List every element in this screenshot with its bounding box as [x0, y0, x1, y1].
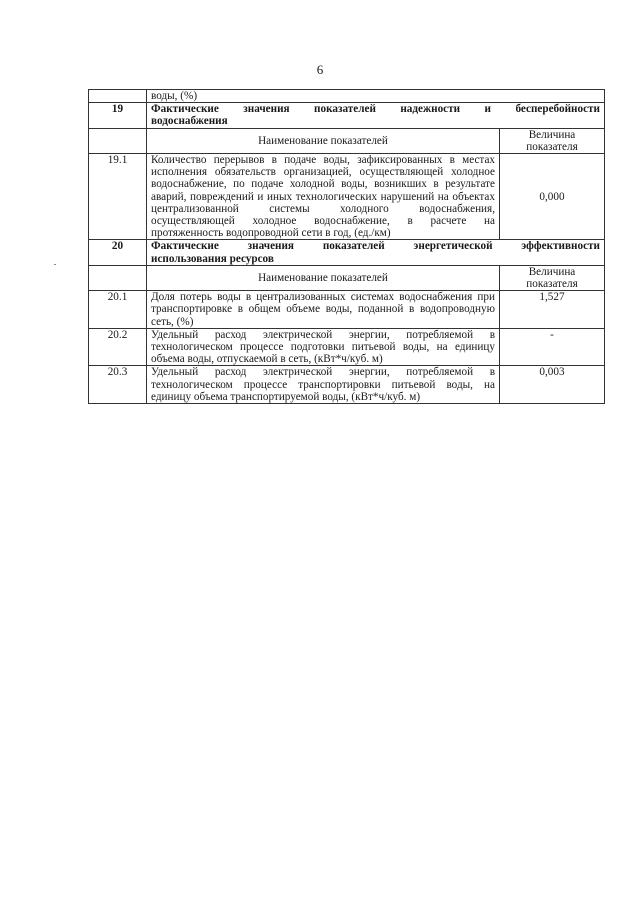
indicator-value: -: [500, 328, 605, 366]
indicator-name: Доля потерь воды в централизованных системах водоснабжения при транспортировке в общем объеме воды, поданной в водопроводную сеть, (%): [147, 291, 500, 329]
section-title-line2: использования ресурсов: [151, 252, 274, 265]
section-number: 20: [89, 240, 147, 265]
indicator-row: [89, 328, 605, 366]
indicator-value: 0,000: [500, 154, 605, 240]
section-title-line1: Фактические значения показателей надежности и бесперебойности: [151, 103, 600, 116]
column-header-row: [89, 128, 605, 153]
indicators-table: [88, 89, 605, 404]
section-title-line1: Фактические значения показателей энергетической эффективности: [151, 240, 600, 253]
section-title: [147, 240, 605, 265]
indicator-value: 1,527: [500, 291, 605, 329]
column-header-row: [89, 265, 605, 290]
header-name: Наименование показателей: [147, 265, 500, 290]
continuation-text: воды, (%): [147, 90, 605, 103]
header-value: Величина показателя: [500, 128, 605, 153]
indicator-name: Количество перерывов в подаче воды, зафиксированных в местах исполнения обязательств организацией, осуществляющей холодное водоснабжение, по подаче холодной воды, возникших в результате аварий, повреждений и иных технологических нарушений на объектах централизованной системы холодного водоснабжения, осуществляющей холодное водоснабжение, в расчете на протяженность водопроводной сети в год, (ед./км): [147, 154, 500, 240]
indicator-row: [89, 154, 605, 240]
continuation-number-cell: [89, 90, 147, 103]
section-title-row: [89, 103, 605, 128]
section-title-row: [89, 240, 605, 265]
continuation-row: [89, 90, 605, 103]
header-empty-cell: [89, 265, 147, 290]
indicator-row: [89, 291, 605, 329]
section-title-line2: водоснабжения: [151, 115, 228, 128]
indicator-number: 19.1: [89, 154, 147, 240]
indicator-name: Удельный расход электрической энергии, потребляемой в технологическом процессе транспортировки питьевой воды, на единицу объема транспортируемой воды, (кВт*ч/куб. м): [147, 366, 500, 404]
indicator-row: [89, 366, 605, 404]
indicator-number: 20.1: [89, 291, 147, 329]
page-number: 6: [316, 62, 324, 77]
header-name: Наименование показателей: [147, 128, 500, 153]
indicator-number: 20.2: [89, 328, 147, 366]
header-empty-cell: [89, 128, 147, 153]
indicator-name: Удельный расход электрической энергии, потребляемой в технологическом процессе подготовки питьевой воды, на единицу объема воды, отпускаемой в сеть, (кВт*ч/куб. м): [147, 328, 500, 366]
indicator-number: 20.3: [89, 366, 147, 404]
section-number: 19: [89, 103, 147, 128]
header-value: Величина показателя: [500, 265, 605, 290]
section-title: [147, 103, 605, 128]
scan-speck: [54, 264, 56, 265]
indicator-value: 0,003: [500, 366, 605, 404]
